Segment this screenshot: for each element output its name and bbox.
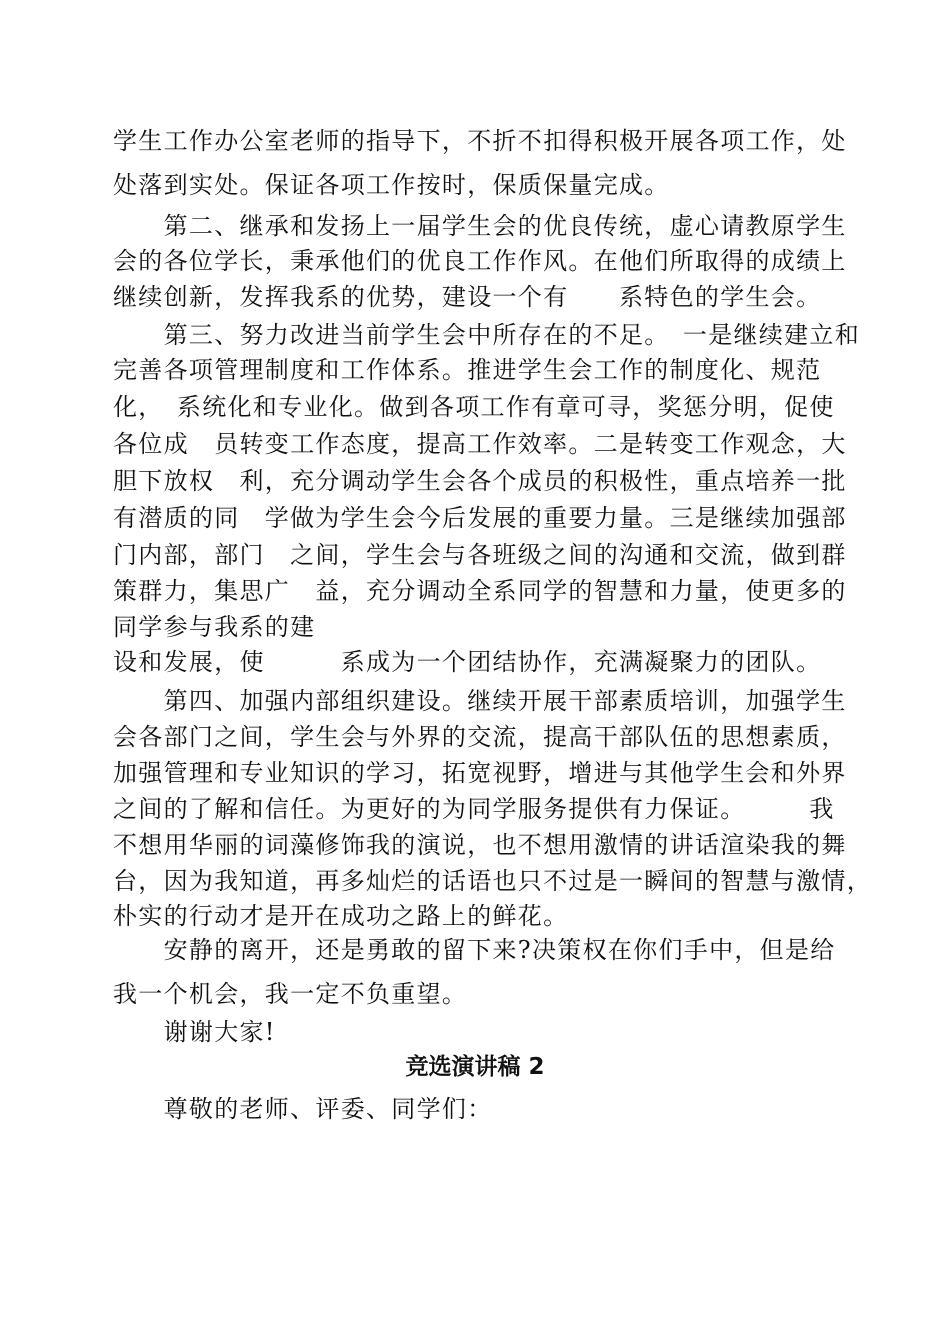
body-line: 策群力，集思广 益，充分调动全系同学的智慧和力量，使更多的 — [113, 577, 847, 605]
body-line: 有潜质的同 学做为学生会今后发展的重要力量。三是继续加强部 — [113, 504, 847, 532]
body-line: 第四、加强内部组织建设。继续开展干部素质培训，加强学生 — [113, 687, 847, 715]
body-line: 化， 系统化和专业化。做到各项工作有章可寻，奖惩分明，促使 — [113, 393, 835, 421]
body-line: 完善各项管理制度和工作体系。推进学生会工作的制度化、规范 — [113, 356, 822, 384]
body-line: 我一个机会，我一定不负重望。 — [113, 980, 468, 1008]
body-line: 朴实的行动才是开在成功之路上的鲜花。 — [113, 902, 569, 930]
body-line: 台，因为我知道，再多灿烂的话语也只不过是一瞬间的智慧与激情， — [113, 867, 872, 895]
body-line: 会各部门之间，学生会与外界的交流，提高干部队伍的思想素质， — [113, 723, 847, 751]
body-line: 第二、继承和发扬上一届学生会的优良传统，虚心请教原学生 — [113, 212, 847, 240]
body-line: 之间的了解和信任。为更好的为同学服务提供有力保证。 我 — [113, 795, 835, 823]
body-line: 加强管理和专业知识的学习，拓宽视野，增进与其他学生会和外界 — [113, 759, 847, 787]
body-line: 谢谢大家! — [113, 1018, 276, 1046]
body-line: 继续创新，发挥我系的优势，建设一个有 系特色的学生会。 — [113, 283, 822, 311]
body-line: 胆下放权 利，充分调动学生会各个成员的积极性，重点培养一批 — [113, 467, 847, 495]
body-line: 设和发展，使 系成为一个团结协作，充满凝聚力的团队。 — [113, 648, 822, 676]
body-line: 第三、努力改进当前学生会中所存在的不足。 一是继续建立和 — [113, 321, 860, 349]
body-line: 学生工作办公室老师的指导下，不折不扣得积极开展各项工作，处 — [113, 127, 847, 155]
body-line: 会的各位学长，秉承他们的优良工作作风。在他们所取得的成绩上 — [113, 247, 847, 275]
body-line: 处落到实处。保证各项工作按时，保质保量完成。 — [113, 171, 670, 199]
body-line: 同学参与我系的建 — [113, 613, 316, 641]
section-title: 竞选演讲稿 2 — [405, 1054, 545, 1080]
salutation: 尊敬的老师、评委、同学们： — [113, 1095, 493, 1123]
body-line: 安静的离开，还是勇敢的留下来?决策权在你们手中，但是给 — [113, 936, 836, 964]
body-line: 各位成 员转变工作态度，提高工作效率。二是转变工作观念，大 — [113, 430, 847, 458]
body-line: 门内部，部门 之间，学生会与各班级之间的沟通和交流，做到群 — [113, 541, 847, 569]
body-line: 不想用华丽的词藻修饰我的演说，也不想用激情的讲话渲染我的舞 — [113, 831, 847, 859]
